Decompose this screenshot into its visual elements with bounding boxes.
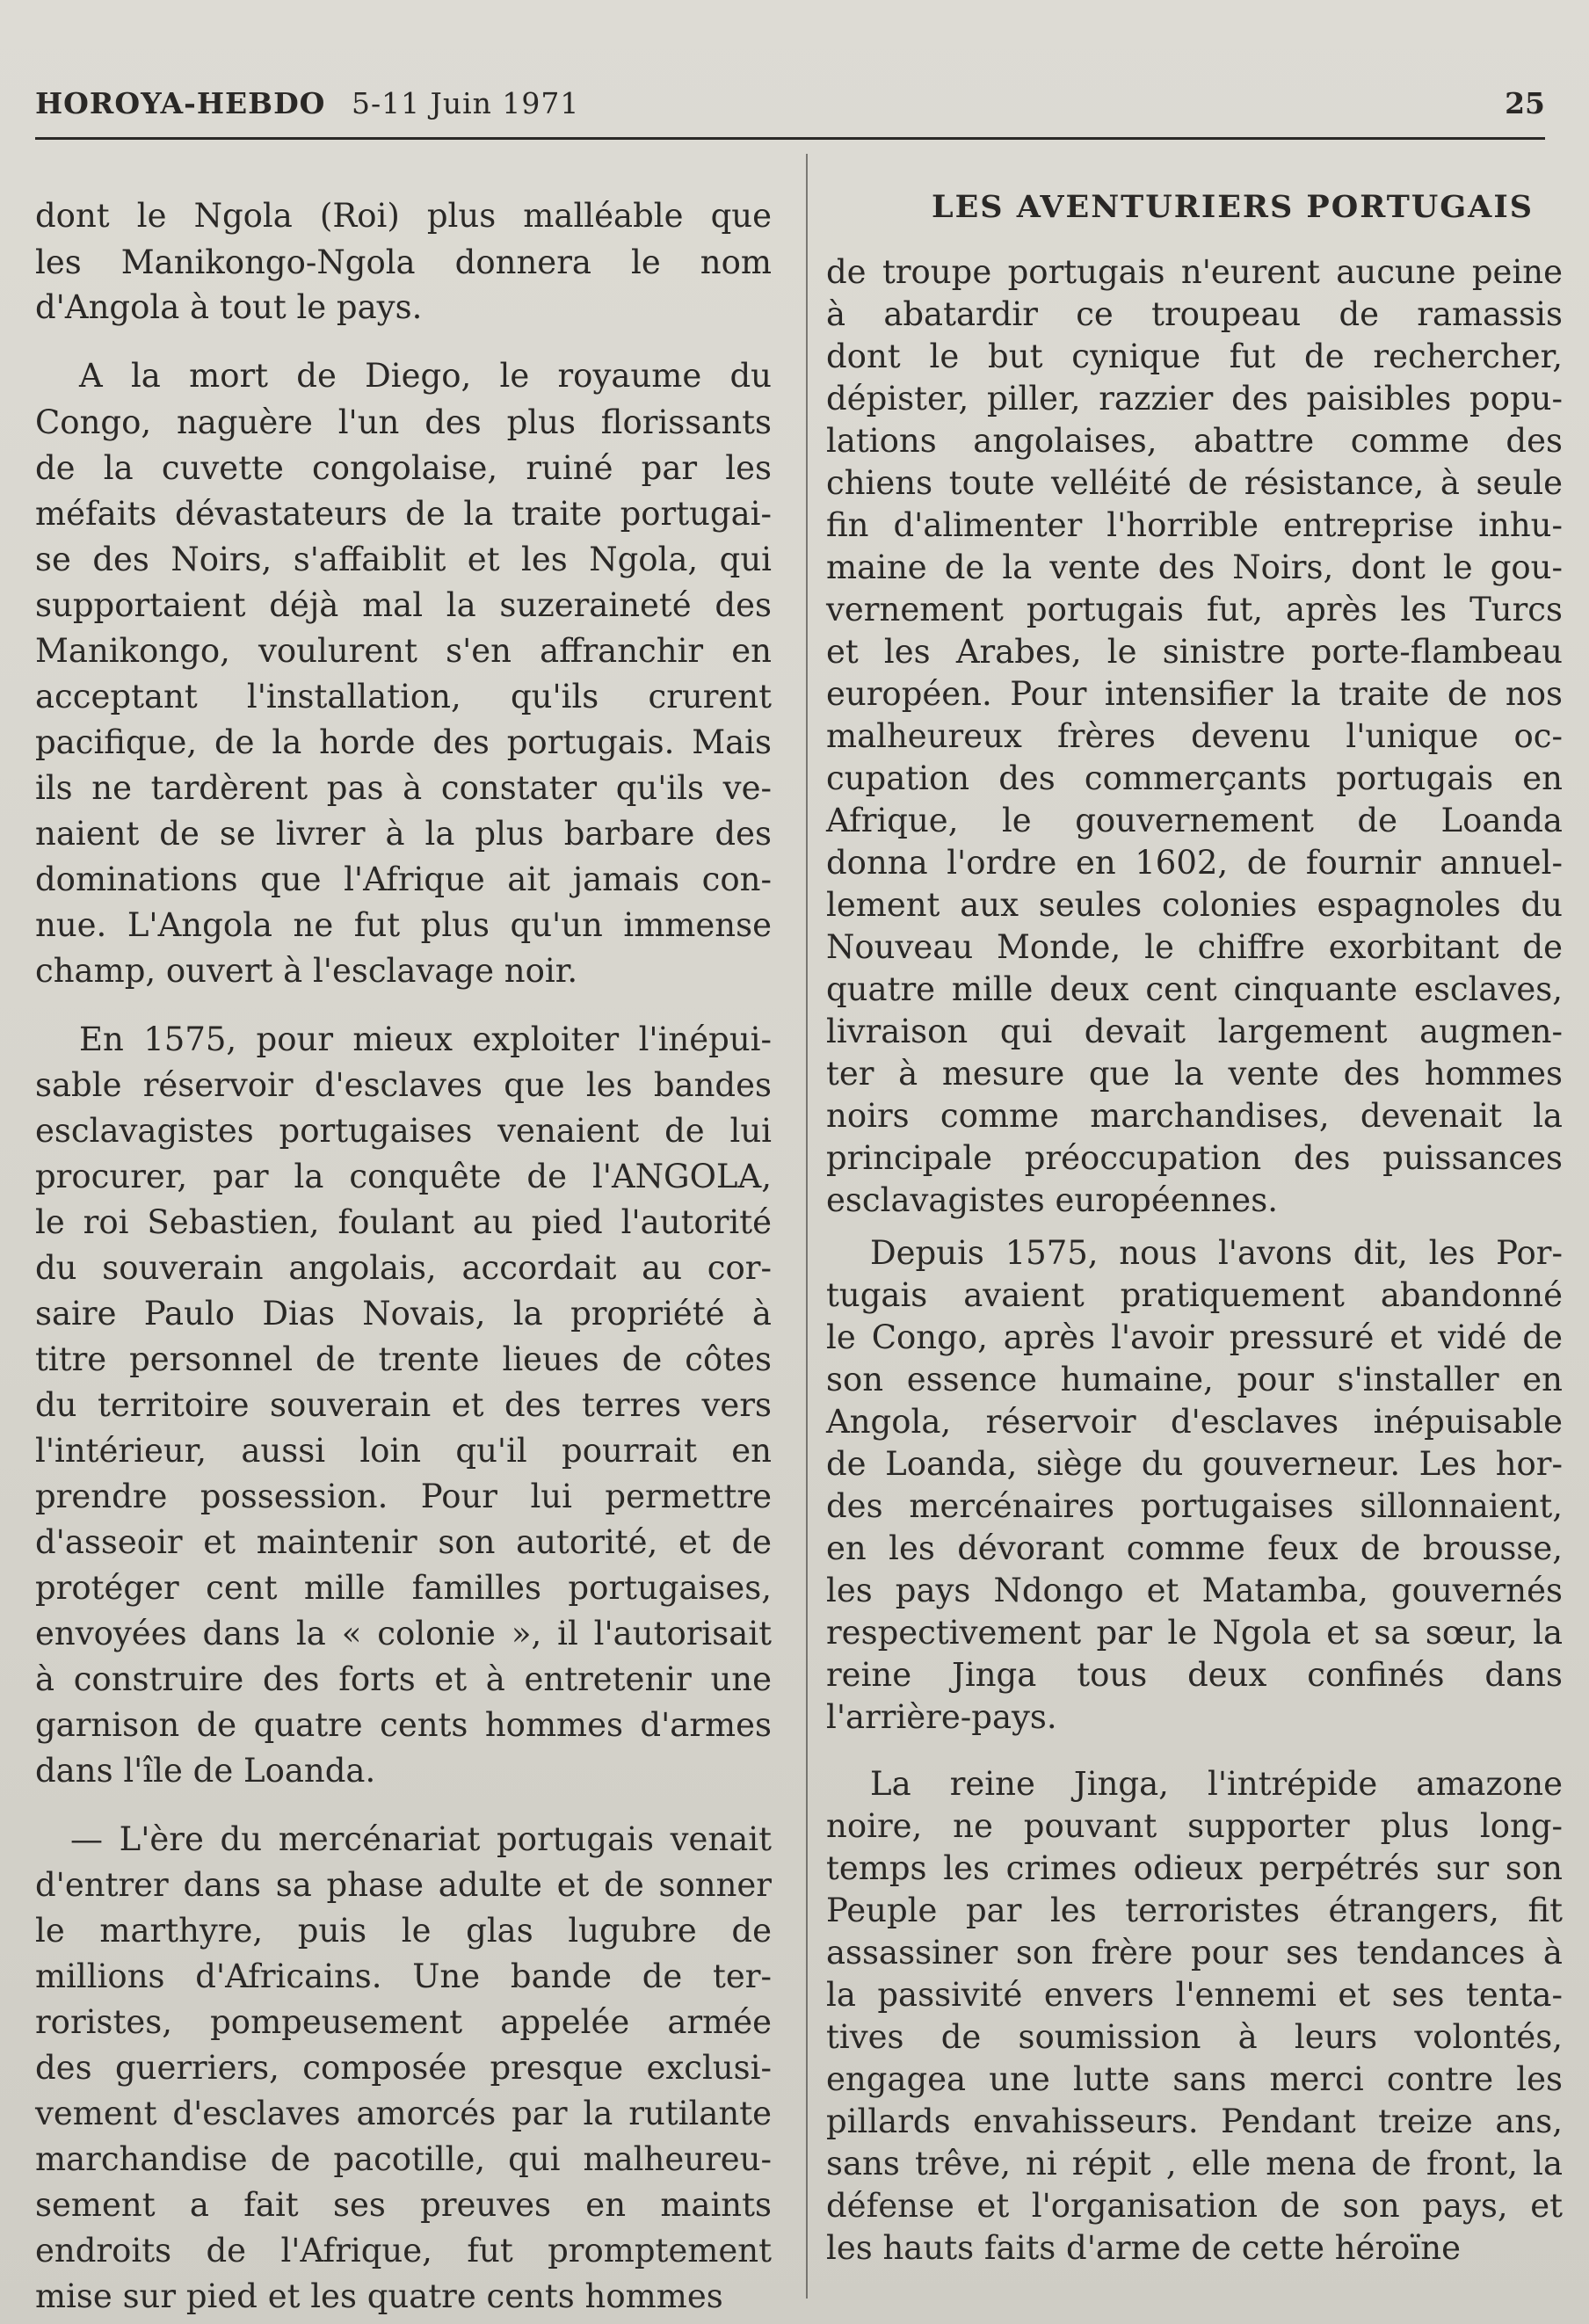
right-text-line: tugais avaient pratiquement abandonné	[826, 1276, 1563, 1314]
right-text-line: vernement portugais fut, après les Turcs	[826, 591, 1563, 628]
right-text-line: Depuis 1575, nous l'avons dit, les Por-	[870, 1234, 1563, 1272]
left-text-line: sable réservoir d'esclaves que les bandes	[35, 1066, 772, 1104]
left-text-line: titre personnel de trente lieues de côtes	[35, 1340, 772, 1378]
page-number: 25	[1505, 86, 1545, 120]
left-text-line: saire Paulo Dias Novais, la propriété à	[35, 1295, 772, 1333]
right-text-line: tives de soumission à leurs volontés,	[826, 2018, 1563, 2056]
right-text-line: lement aux seules colonies espagnoles du	[826, 886, 1563, 924]
left-text-line: des guerriers, composée presque exclusi-	[35, 2049, 772, 2087]
right-text-line: européen. Pour intensifier la traite de nos	[826, 675, 1563, 713]
left-text-line: nue. L'Angola ne fut plus qu'un immense	[35, 906, 772, 944]
left-text-line: se des Noirs, s'affaiblit et les Ngola, qui	[35, 541, 772, 578]
section-title: LES AVENTURIERS PORTUGAIS	[932, 189, 1534, 225]
right-text-line: la passivité envers l'ennemi et ses tenta-	[826, 1976, 1563, 2014]
left-text-line: méfaits dévastateurs de la traite portugai-	[35, 495, 772, 533]
right-text-line: à abatardir ce troupeau de ramassis	[826, 295, 1563, 333]
right-text-line: assassiner son frère pour ses tendances à	[826, 1934, 1563, 1972]
right-text-line: livraison qui devait largement augmen-	[826, 1013, 1563, 1050]
right-text-line: de troupe portugais n'eurent aucune peine	[826, 253, 1563, 291]
right-text-line: des mercénaires portugaises sillonnaient,	[826, 1487, 1563, 1525]
left-text-line: dans l'île de Loanda.	[35, 1752, 376, 1790]
right-text-line: temps les crimes odieux perpétrés sur son	[826, 1849, 1563, 1887]
page-header	[35, 86, 1545, 140]
issue-date: 5-11 Juin 1971	[352, 86, 580, 120]
left-text-line: protéger cent mille familles portugaises,	[35, 1569, 772, 1607]
left-text-line: envoyées dans la « colonie », il l'autorisait	[35, 1615, 772, 1652]
right-text-line: cupation des commerçants portugais en	[826, 759, 1563, 797]
right-text-line: de Loanda, siège du gouverneur. Les hor-	[826, 1445, 1563, 1483]
right-text-line: quatre mille deux cent cinquante esclaves,	[826, 970, 1563, 1008]
left-text-line: sement a fait ses preuves en maints	[35, 2186, 772, 2224]
left-text-line: dont le Ngola (Roi) plus malléable que	[35, 197, 772, 235]
right-text-line: dépister, piller, razzier des paisibles popu-	[826, 380, 1563, 418]
left-text-line: ils ne tardèrent pas à constater qu'ils ve-	[35, 769, 772, 807]
right-text-line: maine de la vente des Noirs, dont le gou-	[826, 548, 1563, 586]
left-text-line: dominations que l'Afrique ait jamais con-	[35, 861, 772, 898]
left-text-line: marchandise de pacotille, qui malheureu-	[35, 2140, 772, 2178]
left-text-line: vement d'esclaves amorcés par la rutilante	[35, 2095, 772, 2132]
left-text-line: du souverain angolais, accordait au cor-	[35, 1249, 772, 1287]
left-text-line: pacifique, de la horde des portugais. Mais	[35, 723, 772, 761]
right-text-line: noire, ne pouvant supporter plus long-	[826, 1807, 1563, 1845]
right-text-line: dont le but cynique fut de rechercher,	[826, 338, 1563, 375]
right-text-line: Angola, réservoir d'esclaves inépuisable	[826, 1403, 1563, 1441]
right-text-line: le Congo, après l'avoir pressuré et vidé de	[826, 1318, 1563, 1356]
right-text-line: lations angolaises, abattre comme des	[826, 422, 1563, 460]
left-text-line: du territoire souverain et des terres vers	[35, 1386, 772, 1424]
left-text-line: prendre possession. Pour lui permettre	[35, 1478, 772, 1515]
left-text-line: les Manikongo-Ngola donnera le nom	[35, 243, 772, 281]
right-text-line: malheureux frères devenu l'unique oc-	[826, 717, 1563, 755]
left-text-line: d'asseoir et maintenir son autorité, et de	[35, 1523, 772, 1561]
left-text-line: endroits de l'Afrique, fut promptement	[35, 2232, 772, 2270]
left-text-line: le marthyre, puis le glas lugubre de	[35, 1912, 772, 1950]
right-text-line: respectivement par le Ngola et sa sœur, la	[826, 1614, 1563, 1652]
right-text-line: en les dévorant comme feux de brousse,	[826, 1529, 1563, 1567]
right-text-line: pillards envahisseurs. Pendant treize ans,	[826, 2102, 1563, 2140]
right-text-line: chiens toute velléité de résistance, à seule	[826, 464, 1563, 502]
right-text-line: Nouveau Monde, le chiffre exorbitant de	[826, 928, 1563, 966]
right-text-line: fin d'alimenter l'horrible entreprise inhu-	[826, 506, 1563, 544]
left-text-line: de la cuvette congolaise, ruiné par les	[35, 449, 772, 487]
right-text-line: noirs comme marchandises, devenait la	[826, 1097, 1563, 1135]
left-text-line: Manikongo, voulurent s'en affranchir en	[35, 632, 772, 670]
left-text-line: acceptant l'installation, qu'ils crurent	[35, 678, 772, 715]
right-text-line: Peuple par les terroristes étrangers, fit	[826, 1892, 1563, 1929]
right-text-line: principale préoccupation des puissances	[826, 1139, 1563, 1177]
right-text-line: l'arrière-pays.	[826, 1698, 1057, 1736]
right-text-line: donna l'ordre en 1602, de fournir annuel-	[826, 844, 1563, 882]
right-text-line: esclavagistes européennes.	[826, 1181, 1278, 1219]
left-text-line: Congo, naguère l'un des plus florissants	[35, 403, 772, 441]
left-text-line: d'entrer dans sa phase adulte et de sonner	[35, 1866, 772, 1904]
left-text-line: procurer, par la conquête de l'ANGOLA,	[35, 1158, 772, 1195]
left-text-line: millions d'Africains. Une bande de ter-	[35, 1957, 772, 1995]
left-text-line: naient de se livrer à la plus barbare des	[35, 815, 772, 853]
right-text-line: sans trêve, ni répit , elle mena de front, la	[826, 2145, 1563, 2182]
newspaper-name: HOROYA-HEBDO	[35, 86, 326, 120]
left-text-line: En 1575, pour mieux exploiter l'inépui-	[79, 1020, 772, 1058]
left-text-line: — L'ère du mercénariat portugais venait	[70, 1820, 772, 1858]
left-text-line: esclavagistes portugaises venaient de lui	[35, 1112, 772, 1150]
column-divider	[806, 154, 808, 2299]
right-text-line: et les Arabes, le sinistre porte-flambeau	[826, 633, 1563, 671]
left-text-line: supportaient déjà mal la suzeraineté des	[35, 586, 772, 624]
right-text-line: reine Jinga tous deux confinés dans	[826, 1656, 1563, 1694]
left-text-line: l'intérieur, aussi loin qu'il pourrait en	[35, 1432, 772, 1470]
right-text-line: les pays Ndongo et Matamba, gouvernés	[826, 1572, 1563, 1609]
left-text-line: champ, ouvert à l'esclavage noir.	[35, 952, 578, 990]
right-text-line: La reine Jinga, l'intrépide amazone	[870, 1765, 1563, 1803]
right-text-line: défense et l'organisation de son pays, et	[826, 2187, 1563, 2225]
left-text-line: d'Angola à tout le pays.	[35, 288, 423, 326]
right-text-line: ter à mesure que la vente des hommes	[826, 1055, 1563, 1093]
right-text-line: engagea une lutte sans merci contre les	[826, 2060, 1563, 2098]
left-text-line: à construire des forts et à entretenir une	[35, 1660, 772, 1698]
left-text-line: mise sur pied et les quatre cents hommes	[35, 2277, 723, 2315]
right-text-line: son essence humaine, pour s'installer en	[826, 1361, 1563, 1398]
left-text-line: roristes, pompeusement appelée armée	[35, 2003, 772, 2041]
right-text-line: les hauts faits d'arme de cette héroïne	[826, 2229, 1461, 2267]
left-text-line: A la mort de Diego, le royaume du	[79, 357, 772, 395]
right-text-line: Afrique, le gouvernement de Loanda	[826, 802, 1563, 839]
left-text-line: garnison de quatre cents hommes d'armes	[35, 1706, 772, 1744]
left-text-line: le roi Sebastien, foulant au pied l'autorité	[35, 1203, 772, 1241]
